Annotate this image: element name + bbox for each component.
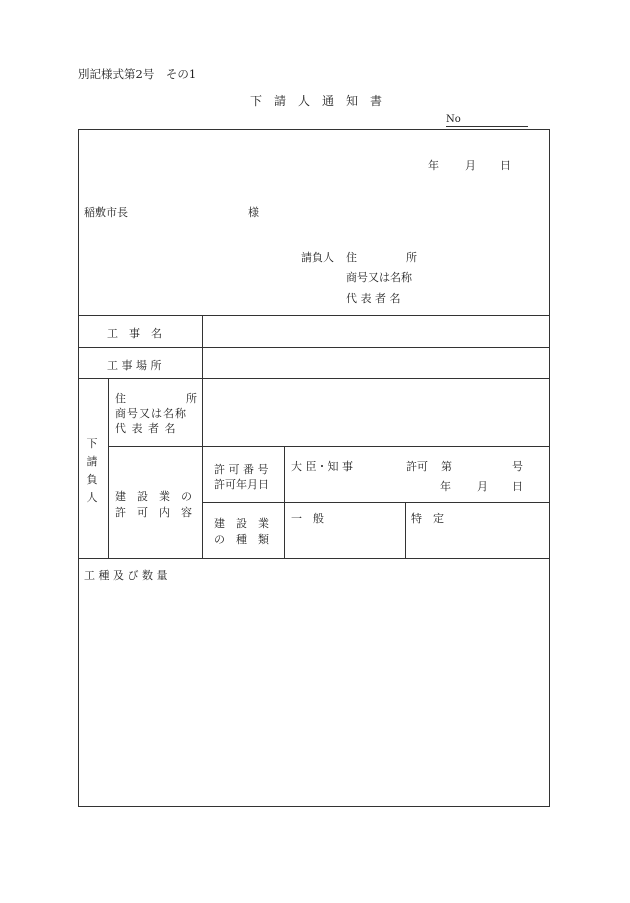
work-name-label: 工 事 名: [107, 327, 162, 340]
type-general: 一 般: [291, 512, 324, 525]
permit-go: 号: [512, 460, 523, 473]
type-divider: [405, 502, 406, 558]
license-content-1: 建 設 業 の: [115, 490, 192, 503]
sub-address-b: 所: [186, 392, 197, 405]
no-input-line[interactable]: [446, 126, 528, 127]
permit-number-label: 許 可 番 号: [214, 463, 269, 476]
divider-work-name: [78, 347, 550, 348]
date-day: 日: [500, 159, 511, 172]
permit-date-label: 許可年月日: [214, 478, 269, 491]
contractor-trade-name: 商号又は名称: [346, 271, 412, 284]
divider-work-place: [78, 378, 550, 379]
subcontractor-label: [85, 435, 99, 507]
permit-dai: 第: [441, 460, 452, 473]
sub-address-a: 住: [115, 392, 126, 405]
label-column-divider: [202, 315, 203, 558]
addressee-mayor: 稲敷市長: [84, 206, 128, 219]
sub-trade-name: 商号又は名称: [115, 407, 187, 420]
minister-governor: 大 臣・知 事: [291, 460, 353, 473]
contractor-address-b: 所: [406, 251, 417, 264]
divider-header: [78, 315, 550, 316]
permit-month: 月: [477, 480, 488, 493]
no-label: No: [446, 114, 461, 125]
divider-permit: [202, 502, 550, 503]
divider-sub-address: [108, 446, 550, 447]
document-title: 下 請 人 通 知 書: [250, 94, 383, 108]
construction-type-1: 建 設 業: [214, 517, 269, 530]
subcontractor-column-divider: [108, 378, 109, 558]
work-types-label: 工 種 及 び 数 量: [84, 569, 168, 582]
form-id-label: 別記様式第2号 その1: [78, 67, 197, 81]
permit-label: 許可: [406, 460, 428, 473]
subcontractor-char-3: 負: [86, 473, 98, 486]
addressee-honorific: 様: [248, 206, 259, 219]
contractor-role: 請負人: [301, 251, 334, 264]
date-year: 年: [428, 159, 439, 172]
divider-subcontractor: [78, 558, 550, 559]
work-place-label: 工 事 場 所: [107, 359, 162, 372]
subcontractor-char-1: 下: [86, 437, 98, 450]
contractor-address-a: 住: [346, 251, 357, 264]
construction-type-2: の 種 類: [214, 533, 269, 546]
license-content-2: 許 可 内 容: [115, 506, 192, 519]
subcontractor-char-2: 請: [86, 455, 98, 468]
permit-label-divider: [284, 446, 285, 558]
type-specific: 特 定: [411, 512, 444, 525]
date-month: 月: [465, 159, 476, 172]
permit-day: 日: [512, 480, 523, 493]
contractor-representative: 代 表 者 名: [346, 292, 401, 305]
sub-representative: 代 表 者 名: [115, 422, 177, 435]
subcontractor-char-4: 人: [86, 491, 98, 504]
permit-year: 年: [440, 480, 451, 493]
